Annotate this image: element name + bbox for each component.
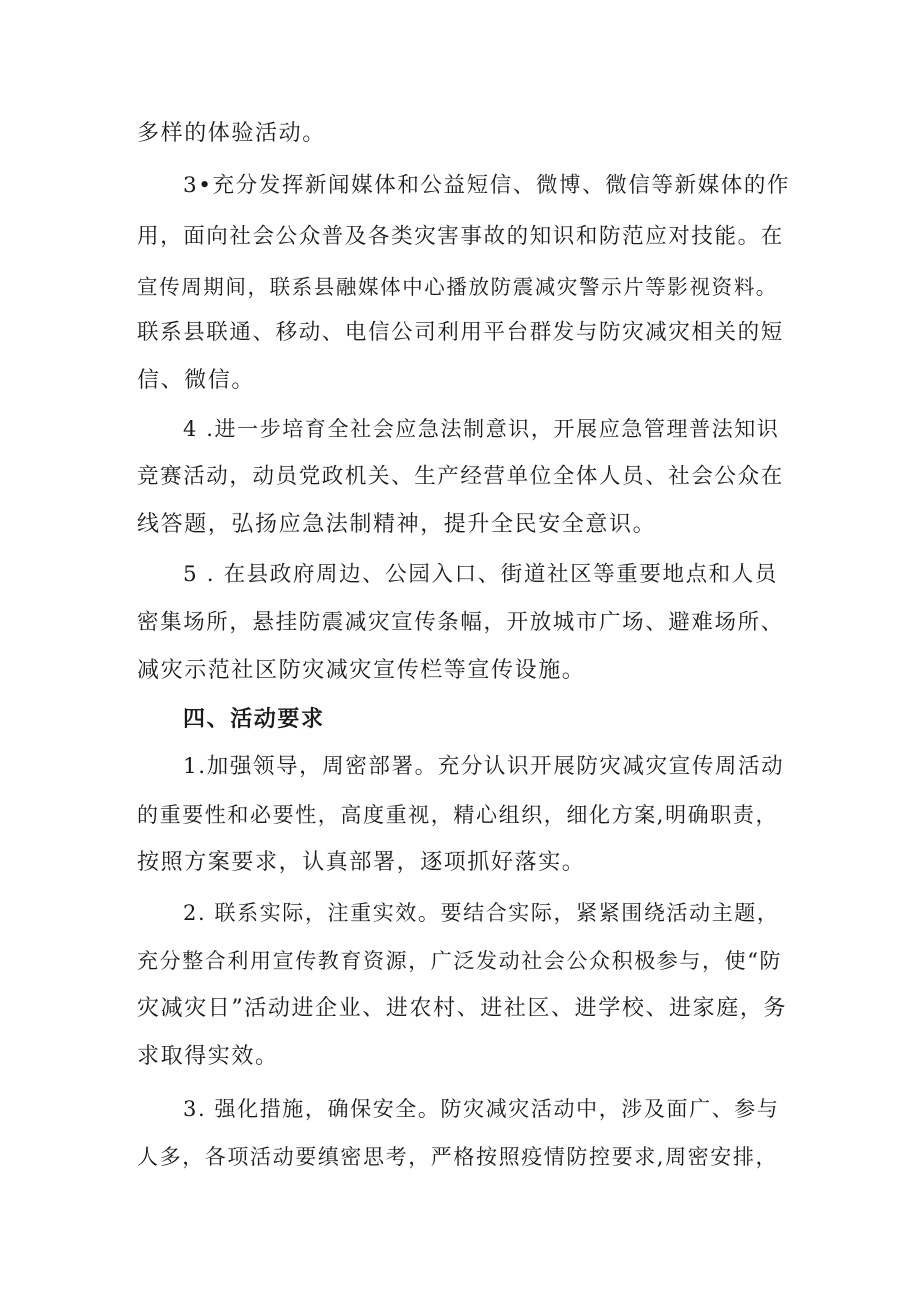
list-item-3-line: 3•充分发挥新闻媒体和公益短信、微博、微信等新媒体的作 (183, 173, 791, 198)
section-heading: 四、活动要求 (183, 706, 325, 732)
body-text-line: 的重要性和必要性，高度重视，精心组织，细化方案,明确职责， (137, 803, 779, 827)
list-item-5-line: 5 . 在县政府周边、公园入口、街道社区等重要地点和人员 (183, 562, 778, 587)
body-text-line: 宣传周期间，联系县融媒体中心播放防震减灾警示片等影视资料。 (137, 275, 778, 299)
body-text-line: 灾减灾日”活动进企业、进农村、进社区、进学校、进家庭，务 (137, 996, 788, 1021)
body-text-line: 联系县联通、移动、电信公司利用平台群发与防灾减灾相关的短 (137, 320, 784, 345)
body-text-line: 按照方案要求，认真部署，逐项抓好落实。 (137, 850, 586, 875)
body-text-line: 多样的体验活动。 (137, 121, 326, 146)
body-text-line: 减灾示范社区防灾减灾宣传栏等宣传设施。 (137, 658, 586, 683)
requirement-item-1-line: 1.加强领导，周密部署。充分认识开展防灾减灾宣传周活动 (183, 754, 785, 779)
list-item-4-line: 4 .进一步培育全社会应急法制意识，开展应急管理普法知识 (183, 417, 780, 441)
body-text-line: 求取得实效。 (137, 1044, 279, 1069)
requirement-item-3-line: 3. 强化措施，确保安全。防灾减灾活动中，涉及面广、参与 (183, 1097, 780, 1121)
body-text-line: 用，面向社会公众普及各类灾害事故的知识和防范应对技能。在 (137, 224, 784, 249)
body-text-line: 人多，各项活动要缜密思考，严格按照疫情防控要求,周密安排， (137, 1145, 779, 1169)
body-text-line: 竞赛活动，动员党政机关、生产经营单位全体人员、社会公众在 (137, 464, 784, 489)
body-text-line: 密集场所，悬挂防震减灾宣传条幅，开放城市广场、避难场所、 (137, 610, 784, 635)
requirement-item-2-line: 2. 联系实际，注重实效。要结合实际，紧紧围绕活动主题， (183, 901, 780, 925)
body-text-line: 充分整合利用宣传教育资源，广泛发动社会公众积极参与，使“防 (137, 949, 783, 973)
body-text-line: 线答题，弘扬应急法制精神，提升全民安全意识。 (137, 512, 657, 537)
body-text-line: 信、微信。 (137, 368, 256, 393)
